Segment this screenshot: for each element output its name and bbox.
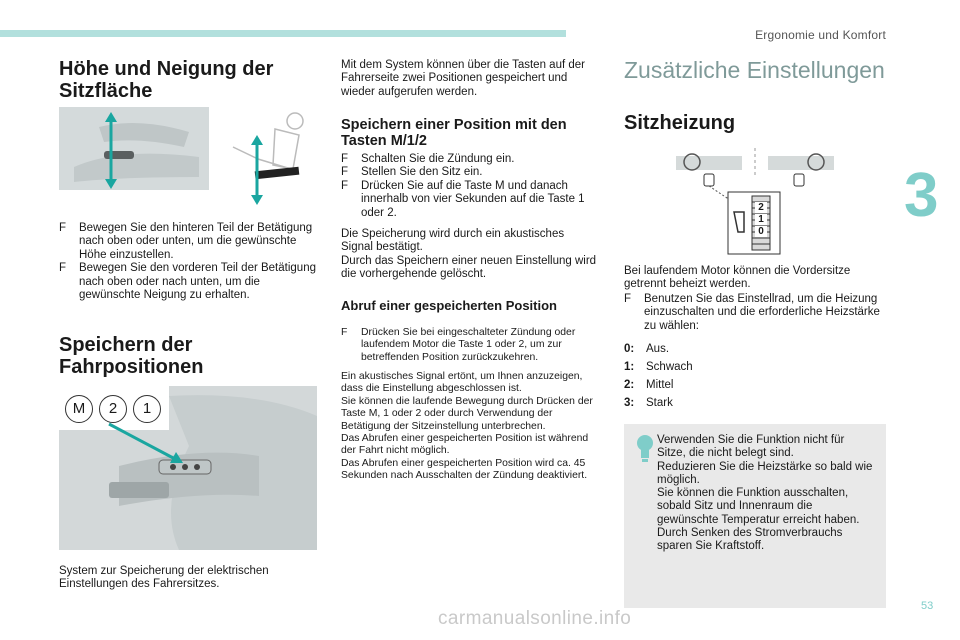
- bullet-icon: F: [341, 327, 348, 338]
- section-header: Ergonomie und Komfort: [755, 28, 886, 42]
- seat-tilt-diagram: [213, 107, 313, 207]
- title-seat-heating: Sitzheizung: [624, 112, 736, 134]
- dial-level-0: 0: [755, 226, 767, 237]
- watermark: carmanualsonline.info: [438, 608, 632, 629]
- recall-steps: [341, 327, 599, 364]
- seat-heating-steps: [624, 293, 886, 333]
- save-confirmation-text: Die Speicherung wird durch ein akustisches Signal bestätigt. Durch das Speichern einer neuen Einstellung wird die vorhergehende gelöscht.: [341, 228, 597, 281]
- bullet-icon: F: [341, 179, 349, 192]
- heating-levels: [624, 340, 824, 412]
- memory-buttons-figure: [59, 386, 317, 550]
- memory-intro: Mit dem System können über die Tasten auf der Fahrerseite zwei Positionen gespeichert und wieder aufgerufen werden.: [341, 59, 585, 98]
- seat-heating-figure: [672, 148, 838, 258]
- title-height-tilt: Höhe und Neigung der Sitzfläche: [59, 58, 274, 102]
- list-item: 0: Aus.: [624, 343, 670, 355]
- list-item: 3: Stark: [624, 397, 673, 409]
- tip-text: Verwenden Sie die Funktion nicht für Sitze, die nicht belegt sind. Reduzieren Sie die Heizstärke so bald wie möglich. Sie können die Funktion ausschalten, sobald Sitz und Innenraum die gewünschte Temperatur erreicht haben. Durch Senken des Stromverbrauchs sparen Sie Kraftstoff.: [657, 434, 873, 553]
- list-item: F Bewegen Sie den hinteren Teil der Betätigung nach oben oder unten, um die gewünschte Höhe einzustellen.: [59, 222, 313, 261]
- dial-level-2: 2: [755, 202, 767, 213]
- title-additional-settings: Zusätzliche Einstellungen: [624, 57, 885, 83]
- height-tilt-instructions: [59, 222, 317, 302]
- recall-details: Ein akustisches Signal ertönt, um Ihnen anzuzeigen, dass die Einstellung abgeschlossen ist. Sie können die laufende Bewegung durch Drücken der Taste M, 1 oder 2 oder durch Verwendung der Betätigung der Sitzeinstellung unterbrechen. Das Abrufen einer gespeicherten Position ist während der Fahrt nicht möglich. Das Abrufen einer gespeicherten Position wird ca. 45 Sekunden nach Ausschalten der Zündung deaktiviert.: [341, 371, 593, 482]
- bullet-icon: F: [341, 153, 349, 165]
- memory-button-1: 1: [133, 395, 161, 423]
- list-item: F Benutzen Sie das Einstellrad, um die Heizung einzuschalten und die erforderliche Heizstärke zu wählen:: [624, 293, 880, 332]
- header-accent-bar: [0, 30, 566, 37]
- bullet-icon: F: [341, 166, 349, 179]
- list-item: 1: Schwach: [624, 361, 693, 373]
- seat-height-figure: [59, 107, 209, 190]
- list-item: F Drücken Sie bei eingeschalteter Zündung oder laufendem Motor die Taste 1 oder 2, um zur betreffenden Position zurückzukehren.: [341, 327, 576, 363]
- seat-heating-intro: Bei laufendem Motor können die Vordersitze getrennt beheizt werden.: [624, 265, 851, 291]
- lightbulb-icon: [636, 434, 654, 464]
- dial-level-1: 1: [755, 214, 767, 225]
- save-steps: [341, 153, 599, 220]
- heading-recall-position: Abruf einer gespeicherten Position: [341, 298, 557, 313]
- list-item: 2: Mittel: [624, 379, 674, 391]
- list-item: F Drücken Sie auf die Taste M und danach innerhalb von vier Sekunden auf die Taste 1 oder 2.: [341, 179, 585, 219]
- memory-figure-caption: System zur Speicherung der elektrischen Einstellungen des Fahrersitzes.: [59, 565, 269, 591]
- memory-button-m: M: [65, 395, 93, 423]
- list-item: F Schalten Sie die Zündung ein.: [341, 153, 515, 165]
- list-item: F Bewegen Sie den vorderen Teil der Betätigung nach oben oder nach unten, um die gewünschte Neigung zu erhalten.: [59, 262, 316, 302]
- chapter-number: 3: [904, 161, 939, 230]
- bullet-icon: F: [59, 222, 67, 234]
- bullet-icon: F: [624, 293, 632, 305]
- list-item: F Stellen Sie den Sitz ein.: [341, 166, 483, 179]
- bullet-icon: F: [59, 262, 67, 275]
- heading-save-position: Speichern einer Position mit den Tasten M/1/2: [341, 117, 567, 149]
- title-memory: Speichern der Fahrpositionen: [59, 334, 204, 378]
- page-number: 53: [921, 600, 934, 612]
- memory-button-2: 2: [99, 395, 127, 423]
